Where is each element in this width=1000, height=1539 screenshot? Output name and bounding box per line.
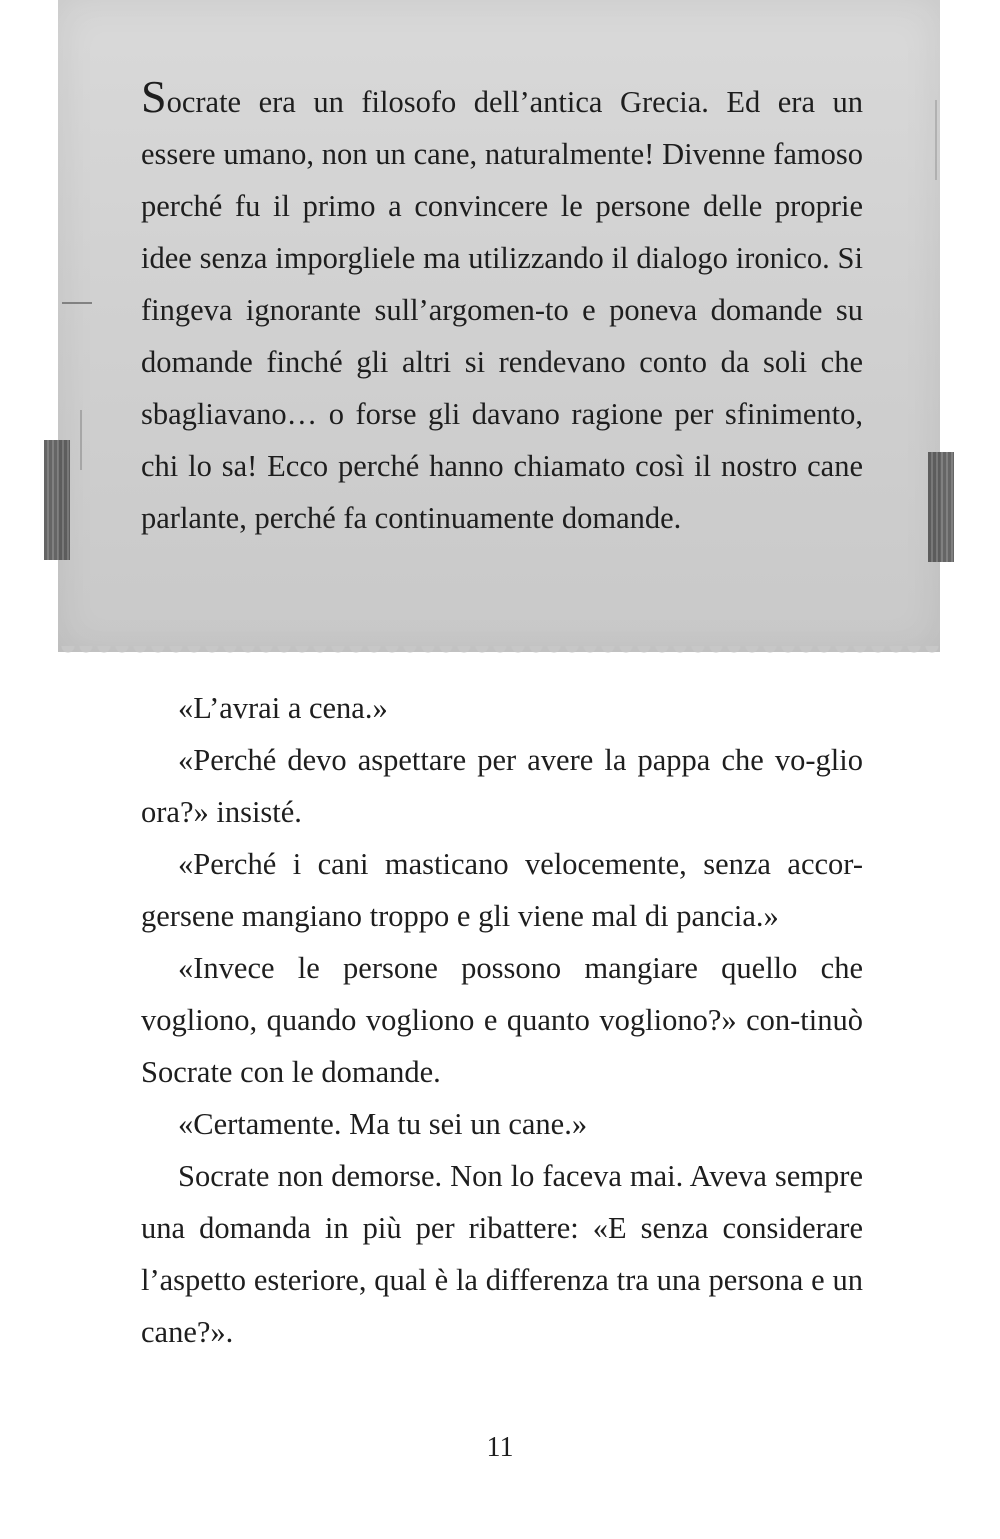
paragraph: «L’avrai a cena.» xyxy=(178,691,388,725)
scratch-mark xyxy=(80,410,82,470)
page-number: 11 xyxy=(486,1432,514,1463)
tape-strip-right xyxy=(928,452,954,562)
paragraph: «Perché devo aspettare per avere la pappa che vo-glio ora?» insisté. xyxy=(141,743,863,829)
story-text xyxy=(141,682,863,1358)
info-box-text xyxy=(141,71,863,544)
scratch-mark xyxy=(62,302,92,304)
paragraph: «Invece le persone possono mangiare quello che vogliono, quando vogliono e quanto vogliono?» con-tinuò Socrate con le domande. xyxy=(141,951,863,1089)
paragraph: «Certamente. Ma tu sei un cane.» xyxy=(178,1107,588,1141)
paragraph: «Perché i cani masticano velocemente, senza accor-gersene mangiano troppo e gli viene mal di pancia.» xyxy=(141,847,863,933)
paragraph: Socrate non demorse. Non lo faceva mai. Aveva sempre una domanda in più per ribattere: «E senza considerare l’aspetto esteriore, qual è la differenza tra una persona e un cane?». xyxy=(141,1159,863,1349)
info-box-body: ocrate era un filosofo dell’antica Grecia. Ed era un essere umano, non un cane, naturalmente! Divenne famoso perché fu il primo a convincere le persone delle proprie idee senza imporgliele ma utilizzando il dialogo ironico. Si fingeva ignorante sull’argomen-to e poneva domande su domande finché gli altri si rendevano conto da soli che sbagliavano… o forse gli davano ragione per sfinimento, chi lo sa! Ecco perché hanno chiamato così il nostro cane parlante, perché fa continuamente domande. xyxy=(141,85,863,535)
tape-strip-left xyxy=(44,440,70,560)
scratch-mark xyxy=(935,100,937,180)
drop-cap: S xyxy=(141,71,167,122)
